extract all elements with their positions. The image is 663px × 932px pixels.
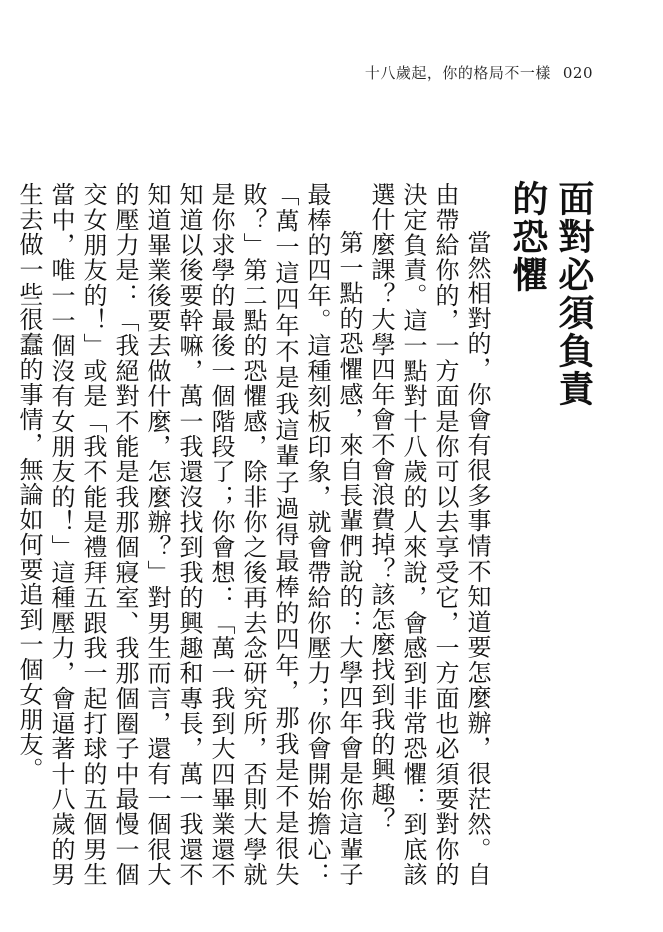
paragraph-1: 當然相對的，你會有很多事情不知道要怎麼辦，很茫然。自由帶給你的，一方面是你可以去享受它，一方面也必須要對你的決定負責。這一點對十八歲的人來說，會感到非常恐懼：到底該選什麼課？大學四年會不會浪費掉？該怎麼找到我的興趣？ <box>367 182 491 887</box>
book-title: 十八歲起，你的格局不一樣 <box>364 64 551 82</box>
body-text <box>13 182 493 887</box>
paragraph-2: 第一點的恐懼感，來自長輩們說的：大學四年會是你這輩子最棒的四年。這種刻板印象，就會帶給你壓力；你會開始擔心：「萬一這四年不是我這輩子過得最棒的四年，那我是不是很失敗？」第二點的恐懼感，除非你之後再去念研究所，否則大學就是你求學的最後一個階段了；你會想：「萬一我到大四畢業還不知道以後要幹嘛，萬一我還沒找到我的興趣和專長，萬一我還不知道畢業後要去做什麼，怎麼辦？」對男生而言，還有一個很大的壓力是：「我絕對不能是我那個寢室、我那個圈子中最慢一個交女朋友的！」或是「我不能是禮拜五跟我一起打球的五個男生當中，唯一一個沒有女朋友的！」這種壓力，會逼著十八歲的男生去做一些很蠢的事情，無論如何要追到一個女朋友。 <box>15 182 363 887</box>
section-title: 面對必須負責的恐懼 <box>506 180 594 408</box>
running-header <box>365 62 593 83</box>
page-number: 020 <box>562 64 593 82</box>
